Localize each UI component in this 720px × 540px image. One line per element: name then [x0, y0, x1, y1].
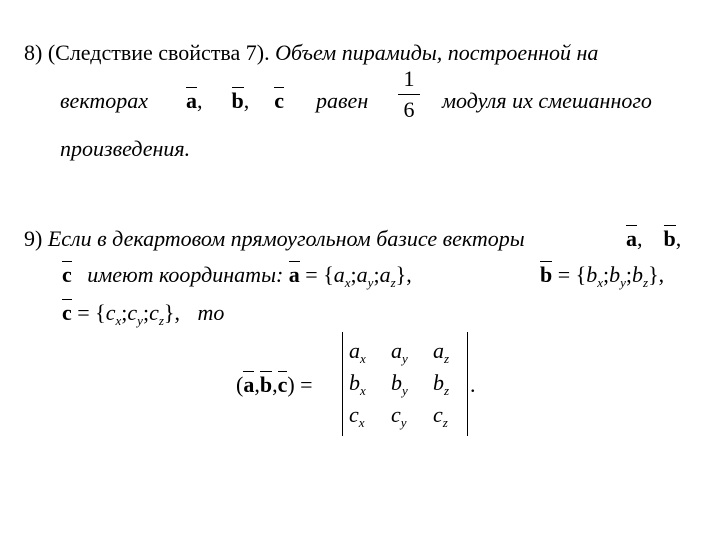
vector-a-definition: $a = \{a_x;a_y;a_z\}$, — [288, 262, 412, 290]
vector-b-definition: $b = \{b_x;b_y;b_z\}$, — [540, 262, 665, 290]
item8-word-vectors: векторах — [60, 88, 148, 113]
det-cell: $b_y$ — [391, 370, 408, 398]
item8-number: 8) — [24, 40, 43, 65]
item8-word-equal: равен — [316, 88, 369, 113]
vector-c-definition: $c = \{c_x;c_y;c_z\}$, — [62, 300, 186, 328]
fraction-denominator: 6 — [403, 97, 415, 122]
item9-line1 — [24, 226, 525, 252]
fraction-one-sixth — [398, 66, 420, 123]
fraction-numerator: 1 — [403, 66, 415, 91]
item9-statement: Если в декартовом прямоугольном базисе векторы — [47, 226, 525, 251]
item8-statement: Объем пирамиды, построенной на — [275, 40, 599, 65]
item8-line3: произведения. — [60, 136, 191, 161]
vector-b: b — [231, 88, 244, 113]
vector-a: a — [626, 226, 637, 251]
det-cell: $a_y$ — [391, 338, 408, 366]
item8-intro: (Следствие свойства 7). — [47, 40, 270, 65]
det-cell: $a_x$ — [349, 338, 366, 366]
det-cell: $a_z$ — [433, 338, 450, 366]
mixed-product-lhs: (a,b,c) = — [236, 372, 313, 397]
item8-line1 — [24, 40, 598, 66]
formula-period: . — [470, 372, 476, 397]
item9-line3 — [62, 300, 224, 326]
item8-vector-list: a, b, c — [186, 88, 285, 113]
det-cell: $c_z$ — [433, 402, 448, 430]
vector-a: a — [186, 88, 197, 113]
item9-number: 9) — [24, 226, 43, 251]
vector-b: b — [663, 226, 676, 251]
determinant — [342, 332, 468, 436]
det-cell: $b_z$ — [433, 370, 450, 398]
det-cell: $c_y$ — [391, 402, 407, 430]
item9-have-coords: имеют координаты: — [87, 262, 284, 287]
item9-vectors-ab: a, b, — [626, 226, 682, 251]
vector-c: c — [62, 262, 72, 287]
det-cell: $c_x$ — [349, 402, 365, 430]
item8-line2-rest: модуля их смешанного — [442, 88, 652, 113]
vector-c: c — [274, 88, 285, 113]
item9-word-then: то — [197, 300, 225, 325]
det-cell: $b_x$ — [349, 370, 366, 398]
item9-line2 — [62, 262, 412, 288]
